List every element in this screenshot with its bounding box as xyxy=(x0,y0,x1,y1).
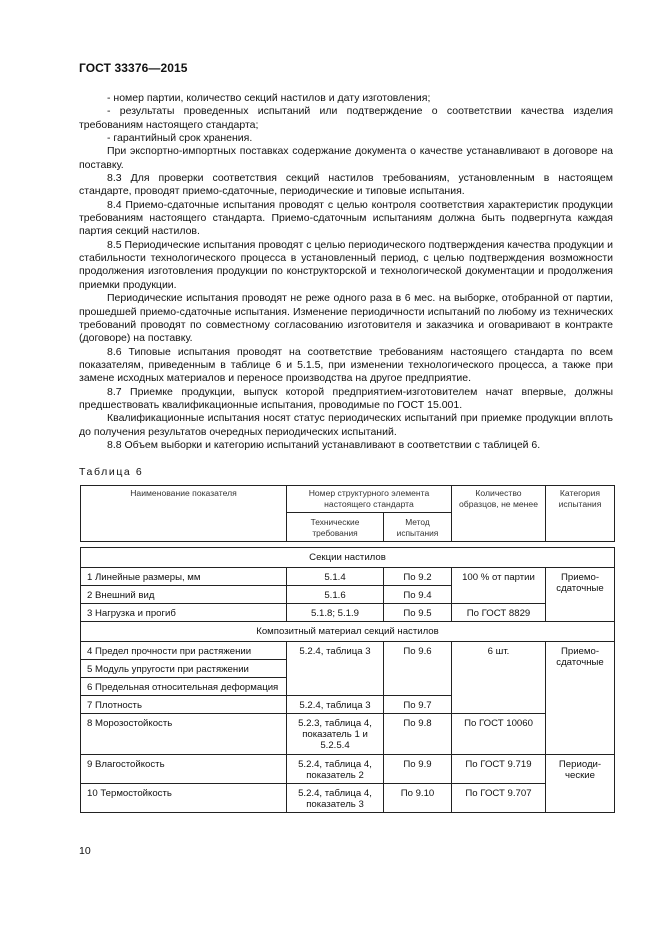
cell-name: 6 Предельная относительная деформация xyxy=(81,678,287,696)
cell-category: Приемо-сдаточные xyxy=(546,568,615,622)
cell-method: По 9.2 xyxy=(384,568,452,586)
paragraph: 8.6 Типовые испытания проводят на соответствие требованиям настоящего стандарта по всем показателям, приведенным в таблице 6 и 5.1.5, при изменении технологического процесса, а также при замене исходных материалов и переносе производства на другое предприятие. xyxy=(79,345,613,385)
header-category: Категория испытания xyxy=(546,486,615,542)
cell-tech: 5.1.6 xyxy=(287,586,384,604)
table-6 xyxy=(80,485,615,813)
cell-method: По 9.6 xyxy=(384,642,452,696)
paragraph: 8.7 Приемке продукции, выпуск которой предприятием-изготовителем начат впервые, должны предшествовать квалификационные испытания, проводимые по ГОСТ 15.001. xyxy=(79,385,613,411)
paragraph: - гарантийный срок хранения. xyxy=(107,132,253,145)
header-count: Количество образцов, не менее xyxy=(452,486,546,542)
header-name: Наименование показателя xyxy=(81,486,287,542)
paragraph: 8.5 Периодические испытания проводят с целью периодического подтверждения качества продукции и стабильности технологического процесса в установленный период, с целью подтверждения возможности продолжения изготовления продукции по конструкторской и технологической документации и продолжения приемки продукции. xyxy=(79,238,613,291)
cell-method: По 9.4 xyxy=(384,586,452,604)
header-tech: Технические требования xyxy=(287,513,384,542)
document-header: ГОСТ 33376—2015 xyxy=(79,61,188,75)
paragraph: При экспортно-импортных поставках содержание документа о качестве устанавливают в договоре на поставку. xyxy=(79,145,613,171)
cell-tech: 5.1.8; 5.1.9 xyxy=(287,604,384,622)
section-row xyxy=(81,548,615,568)
cell-tech: 5.2.4, таблица 3 xyxy=(287,642,384,696)
paragraph: - номер партии, количество секций настилов и дату изготовления; xyxy=(107,92,431,104)
table-row xyxy=(81,604,615,622)
paragraph: - результаты проведенных испытаний или подтверждение о соответствии качества изделия требованиям настоящего стандарта; xyxy=(79,105,613,131)
table-row xyxy=(81,568,615,586)
paragraph: 8.4 Приемо-сдаточные испытания проводят с целью контроля соответствия характеристик продукции требованиям настоящего стандарта. Приемо-сдаточным испытаниям должна быть подвергнута каждая партия секций настилов. xyxy=(79,198,613,238)
table-header-row xyxy=(81,486,615,513)
body-text xyxy=(79,92,613,452)
cell-tech: 5.2.3, таблица 4, показатель 1 и 5.2.5.4 xyxy=(287,714,384,755)
header-element: Номер структурного элемента настоящего стандарта xyxy=(287,486,452,513)
paragraph: Квалификационные испытания носят статус периодических испытаний при приемке продукции вплоть до получения результатов очередных периодических испытаний. xyxy=(79,412,613,438)
cell-name: 10 Термостойкость xyxy=(81,784,287,813)
cell-method: По 9.5 xyxy=(384,604,452,622)
paragraph: 8.8 Объем выборки и категорию испытаний устанавливают в соответствии с таблицей 6. xyxy=(107,438,541,451)
cell-name: 3 Нагрузка и прогиб xyxy=(81,604,287,622)
cell-count: По ГОСТ 8829 xyxy=(452,604,546,622)
table-row xyxy=(81,784,615,813)
cell-name: 2 Внешний вид xyxy=(81,586,287,604)
cell-category: Периоди-ческие xyxy=(546,755,615,813)
paragraph: 8.3 Для проверки соответствия секций настилов требованиям, установленным в настоящем стандарте, проводят приемо-сдаточные, периодические и типовые испытания. xyxy=(79,172,613,198)
section-title: Композитный материал секций настилов xyxy=(81,622,615,642)
cell-tech: 5.1.4 xyxy=(287,568,384,586)
cell-count: По ГОСТ 10060 xyxy=(452,714,546,755)
table-row xyxy=(81,714,615,755)
cell-name: 8 Морозостойкость xyxy=(81,714,287,755)
table-caption: Таблица 6 xyxy=(79,466,144,478)
cell-name: 9 Влагостойкость xyxy=(81,755,287,784)
header-method: Метод испытания xyxy=(384,513,452,542)
cell-tech: 5.2.4, таблица 4, показатель 2 xyxy=(287,755,384,784)
cell-count: 100 % от партии xyxy=(452,568,546,604)
cell-name: 4 Предел прочности при растяжении xyxy=(81,642,287,660)
cell-name: 1 Линейные размеры, мм xyxy=(81,568,287,586)
cell-tech: 5.2.4, таблица 3 xyxy=(287,696,384,714)
section-row xyxy=(81,622,615,642)
cell-method: По 9.10 xyxy=(384,784,452,813)
cell-method: По 9.9 xyxy=(384,755,452,784)
cell-method: По 9.7 xyxy=(384,696,452,714)
table-row xyxy=(81,642,615,660)
cell-count: 6 шт. xyxy=(452,642,546,714)
cell-tech: 5.2.4, таблица 4, показатель 3 xyxy=(287,784,384,813)
cell-name: 5 Модуль упругости при растяжении xyxy=(81,660,287,678)
table-row xyxy=(81,755,615,784)
paragraph: Периодические испытания проводят не реже одного раза в 6 мес. на выборке, отобранной от партии, прошедшей приемо-сдаточные испытания. Изменение периодичности испытаний по любому из технических требований проводят по совместному согласованию изготовителя и заказчика и оговаривают в контракте (договоре) на поставку. xyxy=(79,292,613,345)
cell-name: 7 Плотность xyxy=(81,696,287,714)
cell-count: По ГОСТ 9.719 xyxy=(452,755,546,784)
section-title: Секции настилов xyxy=(81,548,615,568)
cell-category: Приемо-сдаточные xyxy=(546,642,615,755)
cell-method: По 9.8 xyxy=(384,714,452,755)
page-number: 10 xyxy=(79,845,91,857)
cell-count: По ГОСТ 9.707 xyxy=(452,784,546,813)
